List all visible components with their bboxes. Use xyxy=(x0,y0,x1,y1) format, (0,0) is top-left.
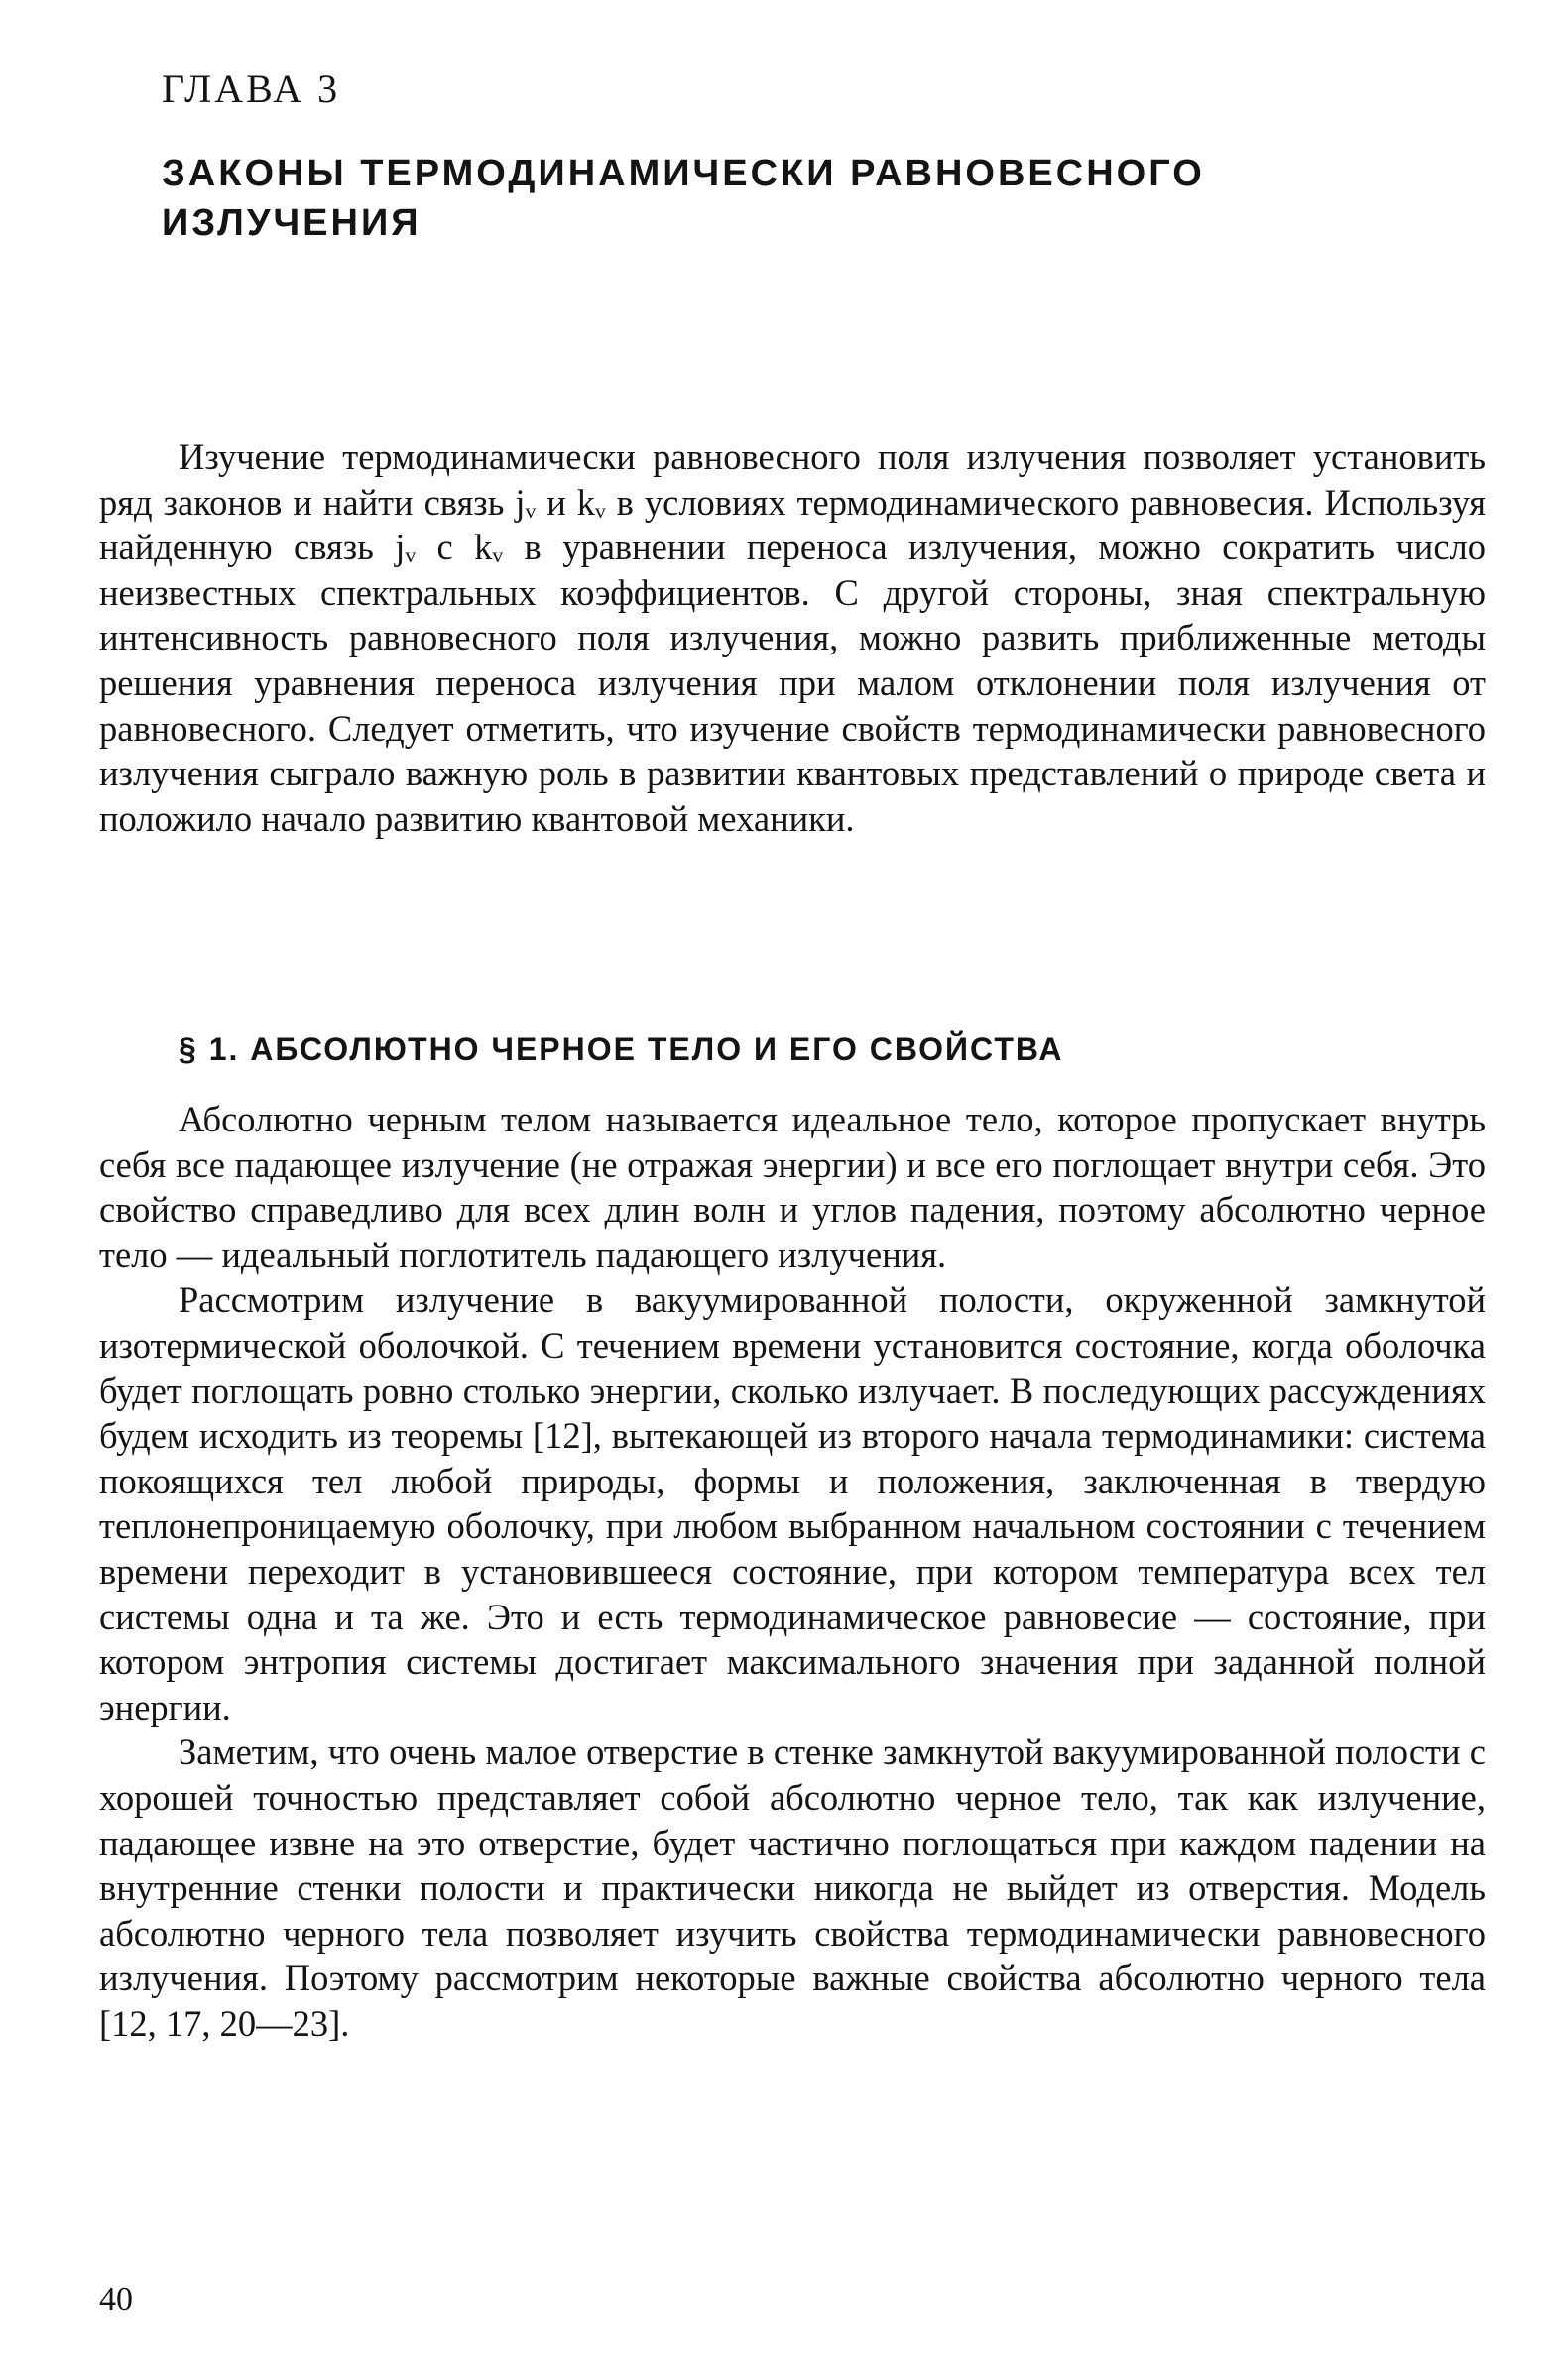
chapter-title: ЗАКОНЫ ТЕРМОДИНАМИЧЕСКИ РАВНОВЕСНОГО ИЗЛУЧЕНИЯ xyxy=(162,153,1205,244)
chapter-label: ГЛАВА 3 xyxy=(162,66,341,111)
section-heading: § 1. АБСОЛЮТНО ЧЕРНОЕ ТЕЛО И ЕГО СВОЙСТВА xyxy=(179,1031,1064,1067)
intro-text xyxy=(99,434,1486,841)
section-paragraph-3: Заметим, что очень малое отверстие в стенке замкнутой вакуумированной полости с хорошей точностью представляет собой абсолютно черное тело, так как излучение, падающее извне на это отверстие, будет частично поглощаться при каждом падении на внутренние стенки полости и практически никогда не выйдет из отверстия. Модель абсолютно черного тела позволяет изучить свойства термодинамически равновесного излучения. Поэтому рассмотрим некоторые важные свойства абсолютно черного тела [12, 17, 20—23]. xyxy=(99,1731,1486,2044)
page-number: 40 xyxy=(99,2281,133,2318)
section-text xyxy=(99,1097,1486,2046)
section-paragraph-2: Рассмотрим излучение в вакуумированной полости, окруженной замкнутой изотермической оболочкой. С течением времени установится состояние, когда оболочка будет поглощать ровно столько энергии, сколько излучает. В последующих рассуждениях будем исходить из теоремы [12], вытекающей из второго начала термодинамики: система покоящихся тел любой природы, формы и положения, заключенная в твердую теплонепроницаемую оболочку, при любом выбранном начальном состоянии с течением времени переходит в установившееся состояние, при котором температура всех тел системы одна и та же. Это и есть термодинамическое равновесие — состояние, при котором энтропия системы достигает максимального значения при заданной полной энергии. xyxy=(99,1279,1486,1727)
section-paragraph-1: Абсолютно черным телом называется идеальное тело, которое пропускает внутрь себя все падающее излучение (не отражая энергии) и все его поглощает внутри себя. Это свойство справедливо для всех длин волн и углов падения, поэтому абсолютно черное тело — идеальный поглотитель падающего излучения. xyxy=(99,1099,1486,1275)
intro-paragraph: Изучение термодинамически равновесного поля излучения позволяет установить ряд законов и найти связь jᵥ и kᵥ в условиях термодинамического равновесия. Используя найденную связь jᵥ с kᵥ в уравнении переноса излучения, можно сократить число неизвестных спектральных коэффициентов. С другой стороны, зная спектральную интенсивность равновесного поля излучения, можно развить приближенные методы решения уравнения переноса излучения при малом отклонении поля излучения от равновесного. Следует отметить, что изучение свойств термодинамически равновесного излучения сыграло важную роль в развитии квантовых представлений о природе света и положило начало развитию квантовой механики. xyxy=(99,436,1486,839)
